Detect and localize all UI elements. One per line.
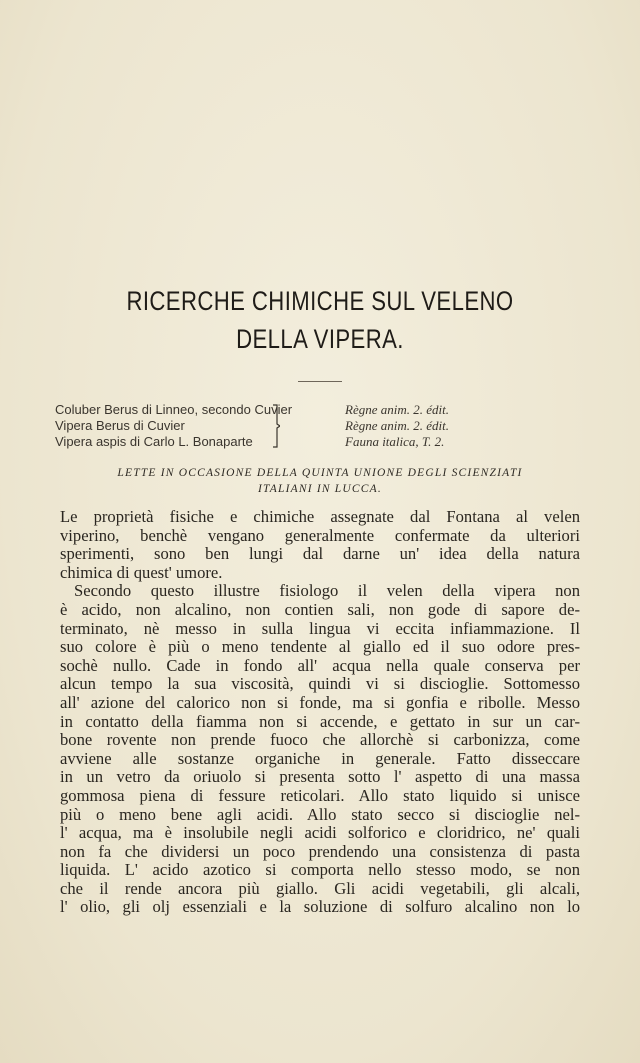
page-title-line-2: DELLA VIPERA.: [236, 324, 404, 354]
text-line: chimica di quest' umore.: [60, 562, 223, 582]
subtitle-line-1: LETTE IN OCCASIONE DELLA QUINTA UNIONE DEGLI SCIENZIATI: [117, 467, 523, 479]
text-line: in un vetro da oriuolo si presenta sotto l' aspetto di una massa: [60, 767, 580, 787]
text-line: gommosa piena di fessure reticolari. Allo stato liquido si unisce: [60, 785, 580, 805]
text-line: viperino, benchè vengano generalmente confermate da ulteriori: [60, 525, 580, 545]
synonym-reference: Fauna italica, T. 2.: [345, 434, 445, 449]
text-line: l' acqua, ma è insolubile negli acidi solforico e cloridrico, ne' quali: [60, 823, 580, 843]
text-line: suo colore è più o meno tendente al giallo ed il suo odore pres-: [60, 637, 580, 657]
synonym-reference: Règne anim. 2. édit.: [345, 418, 449, 433]
text-line: non fa che dividersi un poco prendendo una consistenza di pasta: [60, 841, 580, 861]
text-line: avviene alle sostanze organiche in generale. Fatto disseccare: [60, 748, 580, 768]
synonym-row: [55, 402, 595, 418]
page-title-line-1: RICERCHE CHIMICHE SUL VELENO: [126, 286, 514, 316]
text-line: è acido, non alcalino, non contien sali, non gode di sapore de-: [60, 599, 580, 619]
text-line: sperimenti, sono ben lungi dal darne un' idea della natura: [60, 544, 580, 564]
text-line: Le proprietà fisiche e chimiche assegnate dal Fontana al velen: [60, 507, 580, 526]
text-line: sochè nullo. Cade in fondo all' acqua nella quale conserva per: [60, 655, 580, 675]
body-paragraphs: [60, 508, 580, 917]
text-line: Secondo questo illustre fisiologo il velen della vipera non: [74, 581, 580, 601]
synonym-reference: Règne anim. 2. édit.: [345, 402, 449, 417]
text-line: più o meno bene agli acidi. Allo stato secco si discioglie nel-: [60, 804, 580, 824]
text-line: terminato, nè messo in sulla lingua vi eccita infiammazione. Il: [60, 618, 580, 638]
synonym-row: [55, 418, 595, 434]
subtitle-line-2: ITALIANI IN LUCCA.: [258, 483, 382, 495]
text-line: alcun tempo la sua viscosità, quindi vi si discioglie. Sottomesso: [60, 674, 580, 694]
synonym-name: Vipera Berus di Cuvier: [55, 418, 185, 433]
synonym-name: Vipera aspis di Carlo L. Bonaparte: [55, 434, 253, 449]
text-line: all' azione del calorico non si fonde, ma si gonfia e ribolle. Messo: [60, 692, 580, 712]
title-divider: [298, 381, 342, 382]
text-line: liquida. L' acido azotico si comporta nello stesso modo, se non: [60, 860, 580, 880]
synonym-row: [55, 434, 595, 450]
text-line: che il rende ancora più giallo. Gli acidi vegetabili, gli alcali,: [60, 878, 580, 898]
synonym-name: Coluber Berus di Linneo, secondo Cuvier: [55, 402, 293, 417]
text-line: l' olio, gli olj essenziali e la soluzione di solfuro alcalino non lo: [60, 897, 580, 917]
synonym-brace: [272, 404, 280, 448]
synonym-list: [55, 402, 595, 450]
text-line: bone rovente non prende fuoco che allorchè si carbonizza, come: [60, 730, 580, 750]
text-line: in contatto della fiamma non si accende, e gettato in sur un car-: [60, 711, 580, 731]
